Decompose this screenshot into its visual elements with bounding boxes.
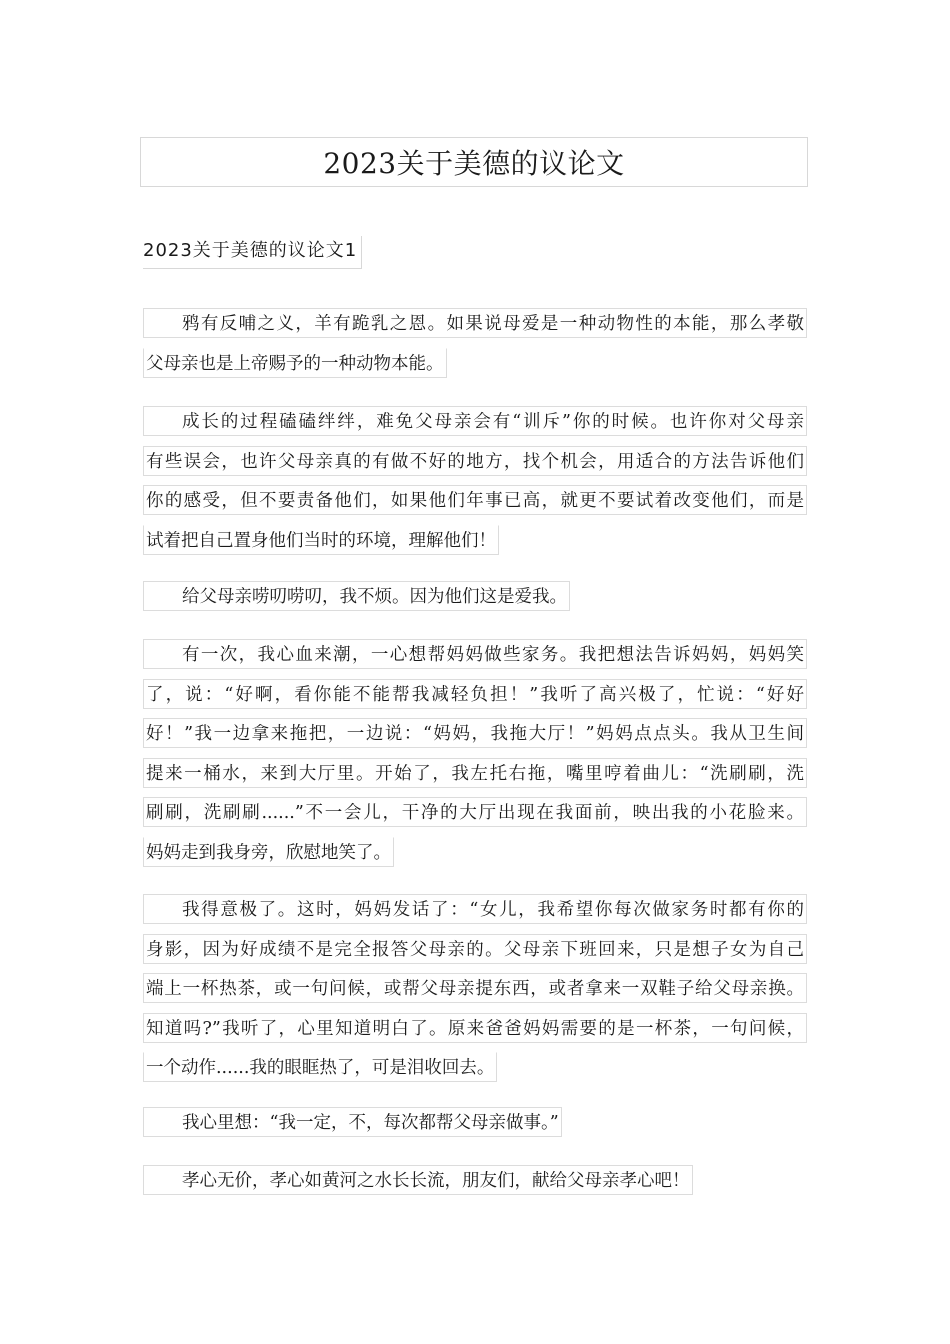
paragraph-line: 了，说：“好啊，看你能不能帮我减轻负担！”我听了高兴极了，忙说：“好好	[143, 679, 807, 709]
paragraph-line: 给父母亲唠叨唠叨，我不烦。因为他们这是爱我。	[143, 581, 570, 611]
paragraph	[143, 1107, 807, 1162]
paragraph-line: 鸦有反哺之义，羊有跪乳之恩。如果说母爱是一种动物性的本能，那么孝敬	[143, 308, 807, 338]
paragraph-line: 有些误会，也许父母亲真的有做不好的地方，找个机会，用适合的方法告诉他们	[143, 446, 807, 476]
page-title: 2023关于美德的议论文	[323, 147, 625, 180]
paragraph-line: 好！”我一边拿来拖把，一边说：“妈妈，我拖大厅！”妈妈点点头。我从卫生间	[143, 718, 807, 748]
paragraph-line: 知道吗?”我听了，心里知道明白了。原来爸爸妈妈需要的是一杯茶，一句问候，	[143, 1013, 807, 1043]
paragraph-line: 身影，因为好成绩不是完全报答父母亲的。父母亲下班回来，只是想子女为自己	[143, 934, 807, 964]
paragraph-line: 刷刷，洗刷刷......”不一会儿，干净的大厅出现在我面前，映出我的小花脸来。	[143, 797, 807, 827]
paragraph-line: 提来一桶水，来到大厅里。开始了，我左托右拖，嘴里哼着曲儿：“洗刷刷，洗	[143, 758, 807, 788]
paragraph-line: 你的感受，但不要责备他们，如果他们年事已高，就更不要试着改变他们，而是	[143, 485, 807, 515]
section-title: 2023关于美德的议论文1	[143, 236, 362, 269]
paragraph	[143, 581, 807, 636]
paragraph-line: 父母亲也是上帝赐予的一种动物本能。	[143, 348, 447, 378]
paragraph-line: 端上一杯热茶，或一句问候，或帮父母亲提东西，或者拿来一双鞋子给父母亲换。	[143, 973, 807, 1003]
paragraph	[143, 639, 807, 892]
paragraph	[143, 1165, 807, 1220]
paragraph-line: 成长的过程磕磕绊绊，难免父母亲会有“训斥”你的时候。也许你对父母亲	[143, 406, 807, 436]
paragraph-line: 试着把自己置身他们当时的环境，理解他们！	[143, 525, 499, 555]
title-box	[140, 137, 808, 187]
paragraph	[143, 894, 807, 1107]
paragraph	[143, 308, 807, 403]
paragraph	[143, 406, 807, 580]
paragraph-line: 我心里想：“我一定，不，每次都帮父母亲做事。”	[143, 1107, 562, 1137]
paragraph-line: 孝心无价，孝心如黄河之水长长流，朋友们，献给父母亲孝心吧！	[143, 1165, 693, 1195]
paragraph-line: 有一次，我心血来潮，一心想帮妈妈做些家务。我把想法告诉妈妈，妈妈笑	[143, 639, 807, 669]
paragraph-line: 我得意极了。这时，妈妈发话了：“女儿，我希望你每次做家务时都有你的	[143, 894, 807, 924]
paragraph-line: 一个动作......我的眼眶热了，可是泪收回去。	[143, 1052, 497, 1082]
paragraph-line: 妈妈走到我身旁，欣慰地笑了。	[143, 837, 394, 867]
